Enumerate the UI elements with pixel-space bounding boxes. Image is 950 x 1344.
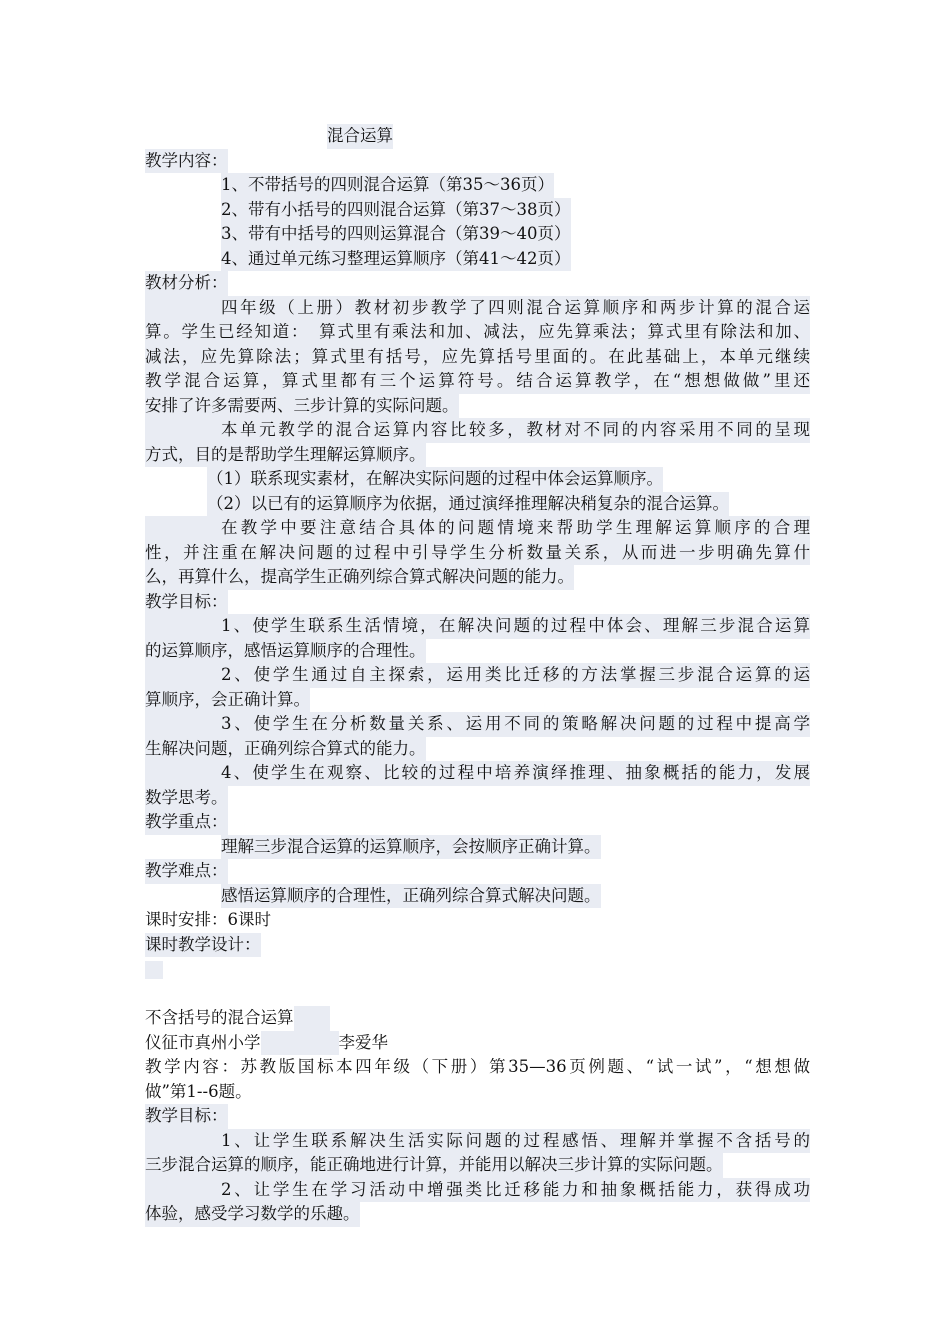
lesson-goal-line: 2、让学生在学习活动中增强类比迁移能力和抽象概括能力，获得成功 xyxy=(145,1178,810,1203)
goal-line: 4、使学生在观察、比较的过程中培养演绎推理、抽象概括的能力，发展 xyxy=(145,761,810,786)
goal-line: 的运算顺序，感悟运算顺序的合理性。 xyxy=(145,639,810,664)
lesson-goal-line: 1、让学生联系解决生活实际问题的过程感悟、理解并掌握不含括号的 xyxy=(145,1129,810,1154)
doc-title: 混合运算 xyxy=(327,124,393,149)
lesson-title: 不含括号的混合运算 xyxy=(145,1006,810,1031)
content-item: 4、通过单元练习整理运算顺序（第41～42页） xyxy=(145,247,810,272)
analysis-paragraph-line: 四年级（上册）教材初步教学了四则混合运算顺序和两步计算的混合运 xyxy=(145,296,810,321)
key-text: 理解三步混合运算的运算顺序，会按顺序正确计算。 xyxy=(145,835,810,860)
document-body xyxy=(145,124,810,1227)
analysis-paragraph-line: 性，并注重在解决问题的过程中引导学生分析数量关系，从而进一步明确先算什 xyxy=(145,541,810,566)
goal-line: 数学思考。 xyxy=(145,786,810,811)
analysis-paragraph-line: 么，再算什么，提高学生正确列综合算式解决问题的能力。 xyxy=(145,565,810,590)
goal-line: 3、使学生在分析数量关系、运用不同的策略解决问题的过程中提高学 xyxy=(145,712,810,737)
content-item: 2、带有小括号的四则混合运算（第37～38页） xyxy=(145,198,810,223)
difficulty-text: 感悟运算顺序的合理性，正确列综合算式解决问题。 xyxy=(145,884,810,909)
analysis-paragraph-line: 方式，目的是帮助学生理解运算顺序。 xyxy=(145,443,810,468)
content-item: 3、带有中括号的四则运算混合（第39～40页） xyxy=(145,222,810,247)
goal-line: 1、使学生联系生活情境，在解决问题的过程中体会、理解三步混合运算 xyxy=(145,614,810,639)
content-item: 1、不带括号的四则混合运算（第35～36页） xyxy=(145,173,810,198)
author-line xyxy=(145,1031,810,1056)
analysis-paragraph-line: 在教学中要注意结合具体的问题情境来帮助学生理解运算顺序的合理 xyxy=(145,516,810,541)
analysis-paragraph-line: 算。学生已经知道： 算式里有乘法和加、减法，应先算乘法；算式里有除法和加、 xyxy=(145,320,810,345)
lesson-goal-line: 体验，感受学习数学的乐趣。 xyxy=(145,1202,810,1227)
difficulty-heading: 教学难点： xyxy=(145,859,810,884)
key-heading: 教学重点： xyxy=(145,810,810,835)
analysis-paragraph-line: 教学混合运算，算式里都有三个运算符号。结合运算教学，在“想想做做”里还 xyxy=(145,369,810,394)
school-name: 仪征市真州小学 xyxy=(145,1032,261,1052)
analysis-point: （1）联系现实素材，在解决实际问题的过程中体会运算顺序。 xyxy=(145,467,810,492)
lesson-goals-heading: 教学目标： xyxy=(145,1104,810,1129)
lesson-content-line: 做”第1--6题。 xyxy=(145,1081,252,1101)
goal-line: 2、使学生通过自主探索，运用类比迁移的方法掌握三步混合运算的运 xyxy=(145,663,810,688)
schedule: 课时安排：6课时 xyxy=(145,910,271,929)
analysis-heading: 教材分析： xyxy=(145,271,810,296)
lesson-goal-line: 三步混合运算的顺序，能正确地进行计算，并能用以解决三步计算的实际问题。 xyxy=(145,1153,810,1178)
analysis-paragraph-line: 减法，应先算除法；算式里有括号，应先算括号里面的。在此基础上，本单元继续 xyxy=(145,345,810,370)
analysis-paragraph-line: 安排了许多需要两、三步计算的实际问题。 xyxy=(145,394,810,419)
doc-title-line xyxy=(145,124,810,149)
design-heading: 课时教学设计： xyxy=(145,933,810,958)
analysis-point: （2）以已有的运算顺序为依据，通过演绎推理解决稍复杂的混合运算。 xyxy=(145,492,810,517)
blank-marker xyxy=(145,957,810,982)
goal-line: 生解决问题，正确列综合算式的能力。 xyxy=(145,737,810,762)
teacher-name: 李爱华 xyxy=(338,1032,388,1052)
goals-heading: 教学目标： xyxy=(145,590,810,615)
analysis-paragraph-line: 本单元教学的混合运算内容比较多，教材对不同的内容采用不同的呈现 xyxy=(145,418,810,443)
content-heading: 教学内容： xyxy=(145,149,810,174)
lesson-content-line: 教学内容：苏教版国标本四年级（下册）第35—36页例题、“试一试”，“想想做 xyxy=(145,1057,810,1076)
goal-line: 算顺序，会正确计算。 xyxy=(145,688,810,713)
